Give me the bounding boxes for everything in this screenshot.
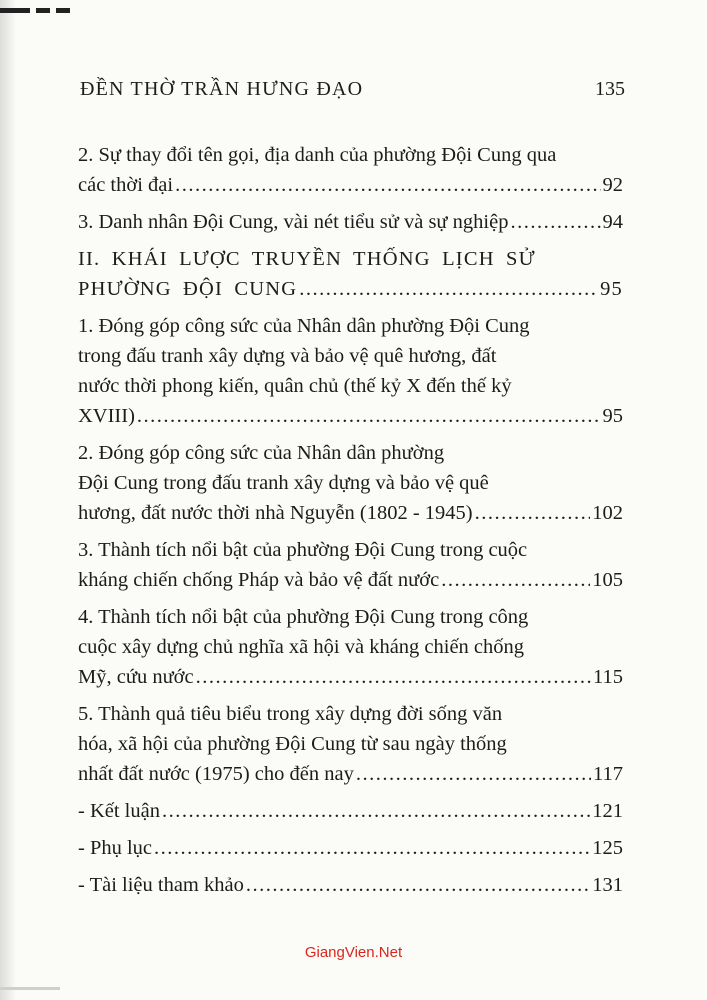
toc-entry: [78, 870, 623, 900]
toc-entry-title: các thời đại: [78, 174, 174, 196]
toc-entry-page: 131: [592, 874, 623, 896]
dot-leader: [246, 870, 590, 900]
toc-entry-line: 1. Đóng góp công sức của Nhân dân phường Đội Cung: [78, 315, 530, 337]
toc-entry-leader-line: [78, 833, 623, 863]
toc-entry-page: 115: [593, 666, 623, 688]
running-header: [80, 72, 625, 108]
toc-entry-title: nhất đất nước (1975) cho đến nay: [78, 763, 354, 785]
toc-entry-title: - Kết luận: [78, 800, 160, 822]
toc-entry-leader-line: [78, 759, 623, 789]
toc-entry-title: - Tài liệu tham khảo: [78, 874, 244, 896]
toc-entry-leader-line: [78, 207, 623, 237]
toc-entry: [78, 207, 623, 237]
toc-entry-title: - Phụ lục: [78, 837, 153, 859]
running-title: ĐỀN THỜ TRẦN HƯNG ĐẠO: [80, 78, 364, 100]
toc-entry-title: 3. Danh nhân Đội Cung, vài nét tiểu sử và sự nghiệp: [78, 211, 509, 233]
dot-leader: [175, 170, 600, 200]
corner-scan-mark: [0, 0, 72, 20]
toc-entry-line: nước thời phong kiến, quân chủ (thế kỷ X đến thế kỷ: [78, 375, 512, 397]
dot-leader: [356, 759, 591, 789]
toc-entry-title: Mỹ, cứu nước: [78, 666, 194, 688]
dot-leader: [299, 274, 598, 304]
toc-entry-leader-line: [78, 796, 623, 826]
toc-entry-line: 4. Thành tích nổi bật của phường Đội Cung trong công: [78, 606, 529, 628]
dot-leader: [441, 565, 590, 595]
toc-entry-title: kháng chiến chống Pháp và bảo vệ đất nước: [78, 569, 440, 591]
table-of-contents: [78, 140, 623, 907]
toc-entry-line: hóa, xã hội của phường Đội Cung từ sau ngày thống: [78, 733, 507, 755]
toc-entry-line: II. KHÁI LƯỢC TRUYỀN THỐNG LỊCH SỬ: [78, 248, 536, 270]
toc-entry-page: 95: [600, 278, 623, 300]
toc-entry-title: hương, đất nước thời nhà Nguyễn (1802 - 1945): [78, 502, 473, 524]
toc-entry: [78, 699, 623, 789]
page-number: 135: [595, 78, 625, 100]
dot-leader: [196, 662, 591, 692]
toc-entry-line: 2. Sự thay đổi tên gọi, địa danh của phường Đội Cung qua: [78, 144, 557, 166]
toc-entry: [78, 140, 623, 200]
toc-entry-leader-line: [78, 662, 623, 692]
toc-entry-leader-line: [78, 498, 623, 528]
watermark-text: GiangVien.Net: [304, 944, 403, 961]
toc-entry: [78, 796, 623, 826]
toc-entry-title: XVIII): [78, 405, 135, 427]
toc-entry-line: Đội Cung trong đấu tranh xây dựng và bảo vệ quê: [78, 472, 489, 494]
toc-entry: [78, 244, 623, 304]
dot-leader: [162, 796, 590, 826]
toc-entry: [78, 833, 623, 863]
toc-entry-page: 125: [592, 837, 623, 859]
toc-entry-leader-line: [78, 565, 623, 595]
toc-entry-line: trong đấu tranh xây dựng và bảo vệ quê hương, đất: [78, 345, 497, 367]
toc-entry: [78, 311, 623, 431]
toc-entry-page: 94: [602, 211, 623, 233]
dot-leader: [510, 207, 600, 237]
page-edge-shadow: [0, 0, 16, 1000]
bottom-scan-mark: [0, 987, 60, 990]
dot-leader: [154, 833, 590, 863]
toc-entry-title: PHƯỜNG ĐỘI CUNG: [78, 278, 298, 300]
dot-leader: [137, 401, 601, 431]
toc-entry-page: 117: [593, 763, 623, 785]
toc-entry-page: 95: [602, 405, 623, 427]
toc-entry: [78, 535, 623, 595]
toc-entry-leader-line: [78, 274, 623, 304]
toc-entry-line: 2. Đóng góp công sức của Nhân dân phường: [78, 442, 445, 464]
toc-entry-leader-line: [78, 401, 623, 431]
toc-entry: [78, 438, 623, 528]
toc-entry-line: 3. Thành tích nổi bật của phường Đội Cung trong cuộc: [78, 539, 528, 561]
toc-entry: [78, 602, 623, 692]
toc-entry-page: 102: [592, 502, 623, 524]
dot-leader: [475, 498, 591, 528]
toc-entry-line: 5. Thành quả tiêu biểu trong xây dựng đời sống văn: [78, 703, 503, 725]
toc-entry-page: 105: [592, 569, 623, 591]
toc-entry-page: 92: [602, 174, 623, 196]
toc-entry-page: 121: [592, 800, 623, 822]
toc-entry-leader-line: [78, 870, 623, 900]
toc-entry-leader-line: [78, 170, 623, 200]
toc-entry-line: cuộc xây dựng chủ nghĩa xã hội và kháng chiến chống: [78, 636, 525, 658]
